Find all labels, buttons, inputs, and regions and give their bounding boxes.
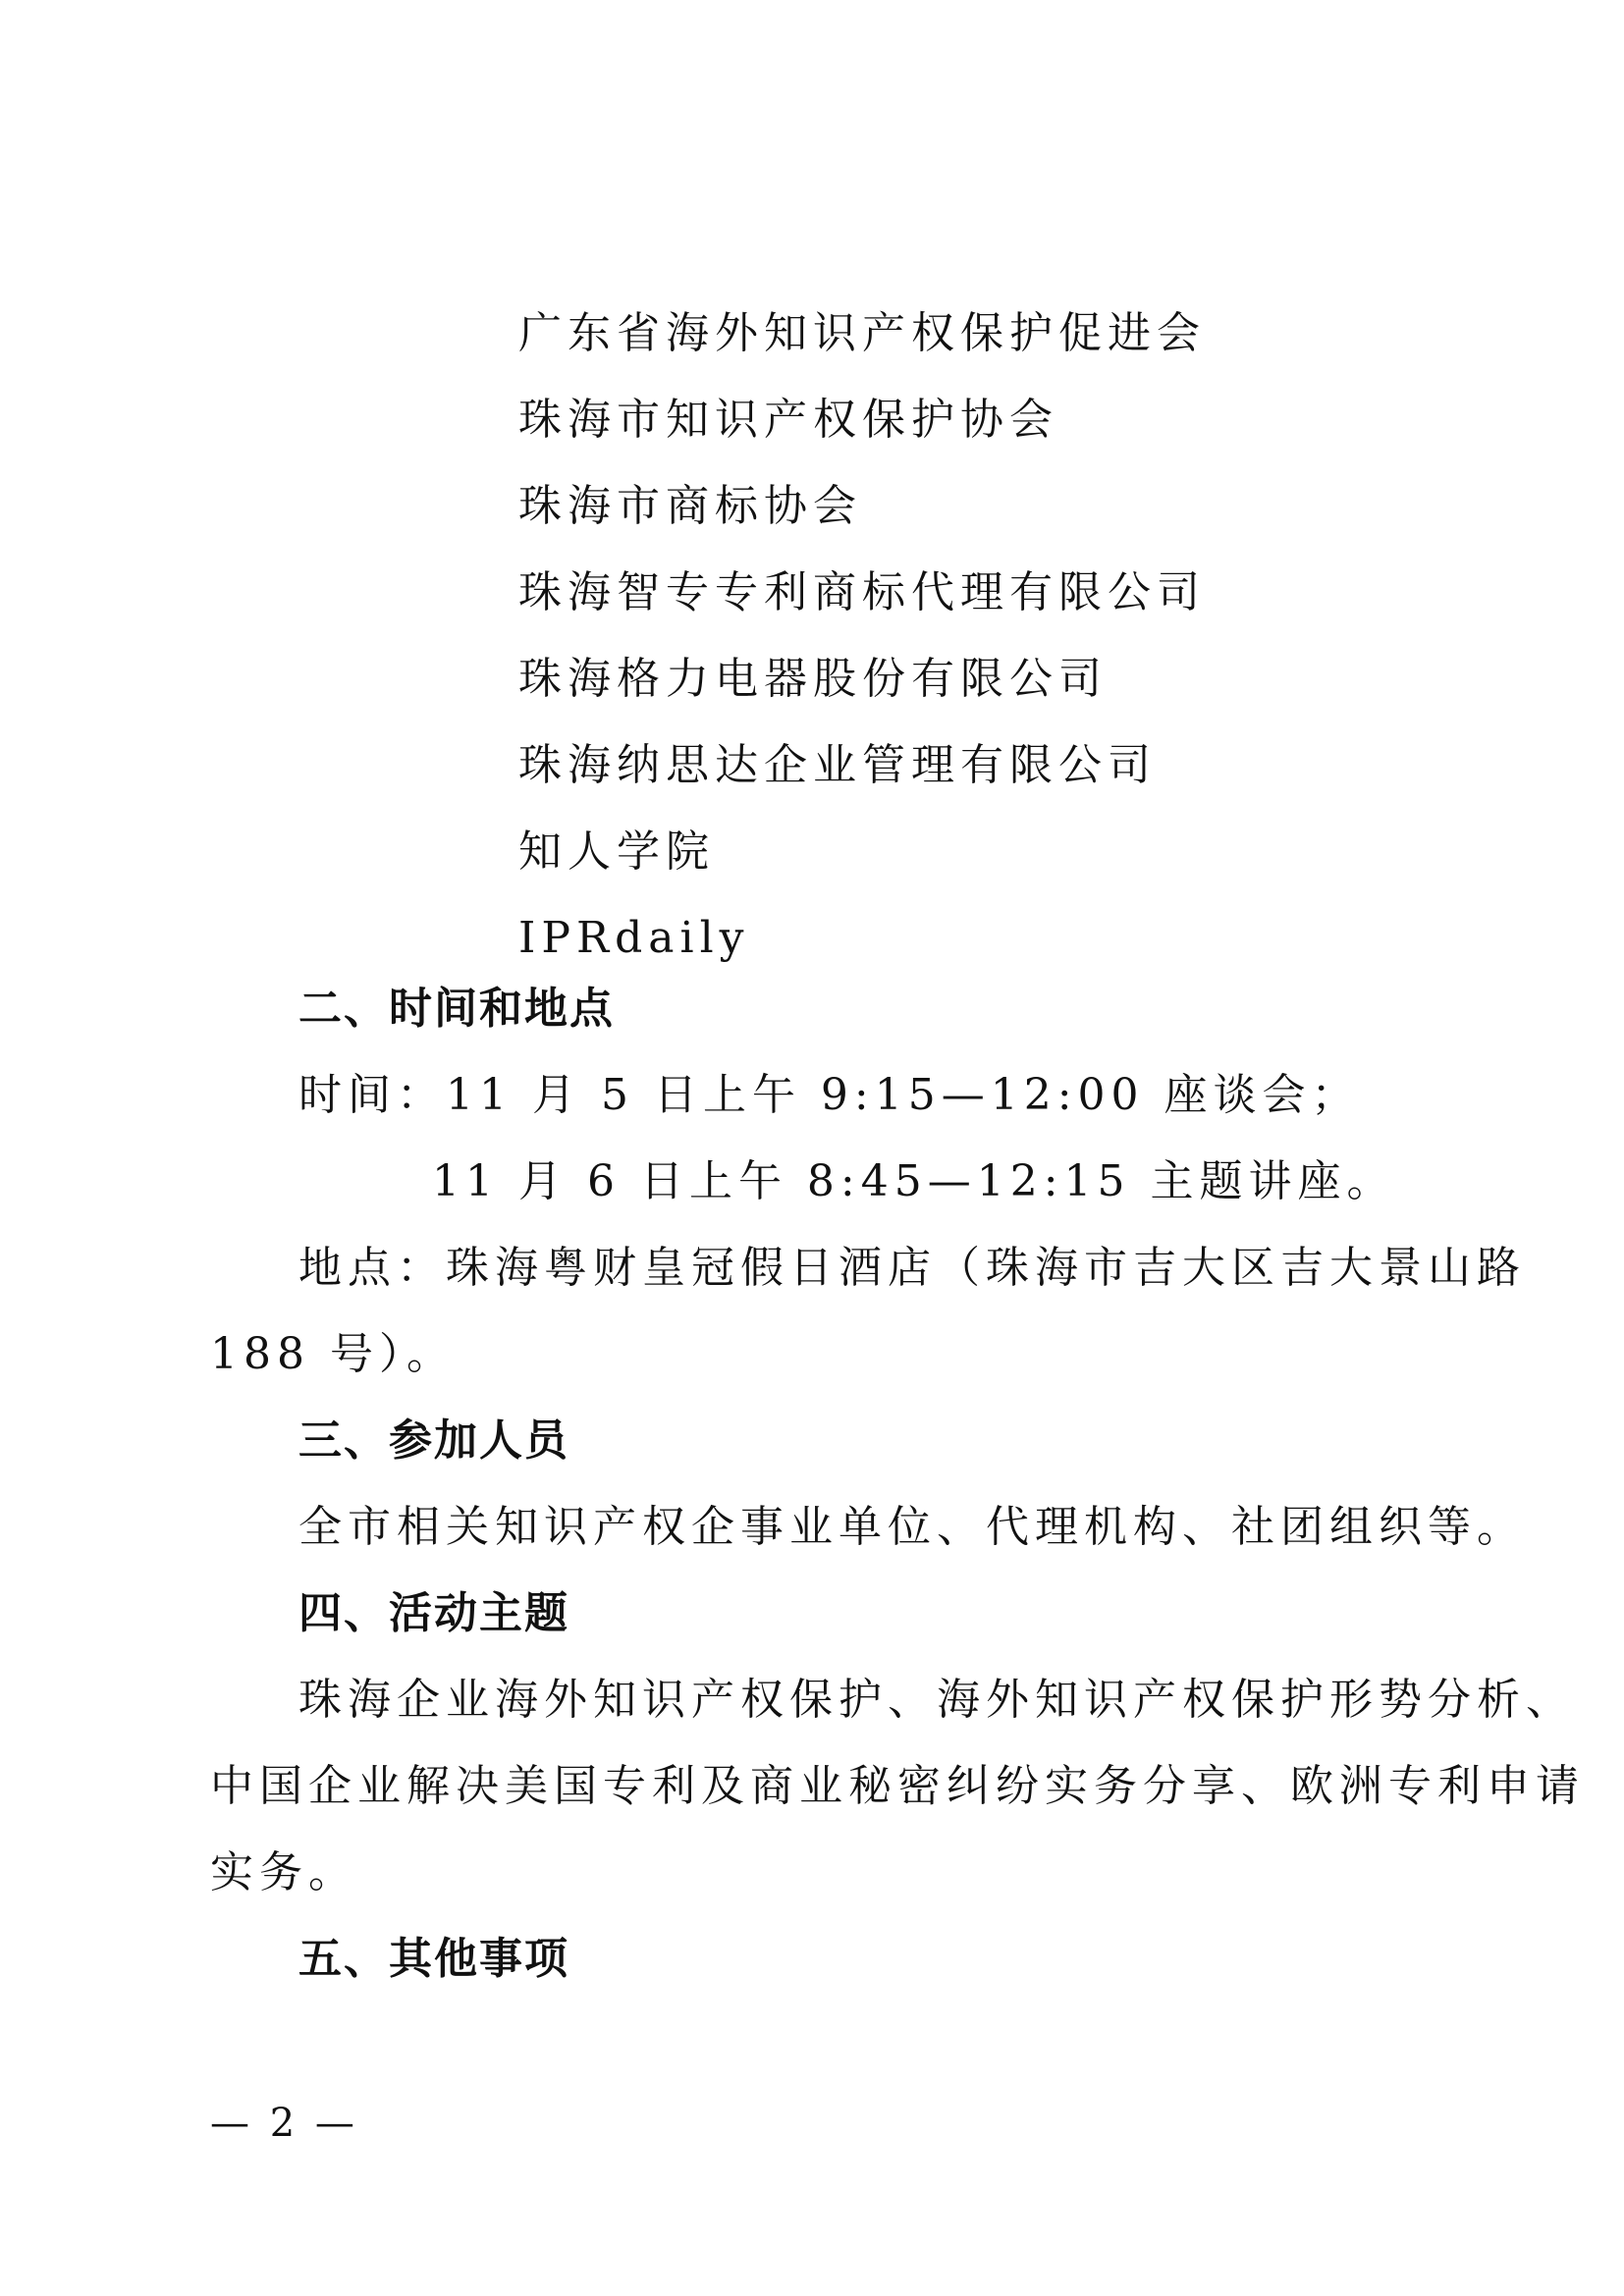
organizer-item: 知人学院 — [518, 827, 715, 877]
place-line-2: 188 号）。 — [210, 1329, 456, 1379]
theme-body-line-2: 中国企业解决美国专利及商业秘密纠纷实务分享、欧洲专利申请 — [210, 1761, 1585, 1811]
organizer-item: 珠海格力电器股份有限公司 — [518, 654, 1108, 704]
organizer-item: 珠海市知识产权保护协会 — [518, 395, 1058, 445]
place-line-1: 地点：珠海粤财皇冠假日酒店（珠海市吉大区吉大景山路 — [298, 1243, 1526, 1293]
theme-body-line-1: 珠海企业海外知识产权保护、海外知识产权保护形势分析、 — [298, 1675, 1575, 1725]
section-heading-theme: 四、活动主题 — [298, 1588, 569, 1638]
page-number: — 2 — — [210, 2101, 358, 2146]
participants-body: 全市相关知识产权企事业单位、代理机构、社团组织等。 — [298, 1502, 1526, 1552]
organizer-item: 珠海市商标协会 — [518, 481, 862, 531]
organizer-item: 珠海智专专利商标代理有限公司 — [518, 567, 1206, 617]
section-heading-participants: 三、参加人员 — [298, 1415, 569, 1466]
organizer-item: IPRdaily — [518, 913, 750, 963]
organizer-list — [518, 291, 1206, 982]
time-line-2: 11 月 6 日上午 8:45—12:15 主题讲座。 — [432, 1156, 1396, 1206]
time-line-1: 时间：11 月 5 日上午 9:15—12:00 座谈会； — [298, 1070, 1361, 1120]
section-heading-other: 五、其他事项 — [298, 1934, 569, 1984]
organizer-item: 广东省海外知识产权保护促进会 — [518, 308, 1206, 358]
organizer-item: 珠海纳思达企业管理有限公司 — [518, 740, 1157, 790]
theme-body-line-3: 实务。 — [210, 1847, 357, 1897]
section-heading-time-place: 二、时间和地点 — [298, 984, 615, 1034]
